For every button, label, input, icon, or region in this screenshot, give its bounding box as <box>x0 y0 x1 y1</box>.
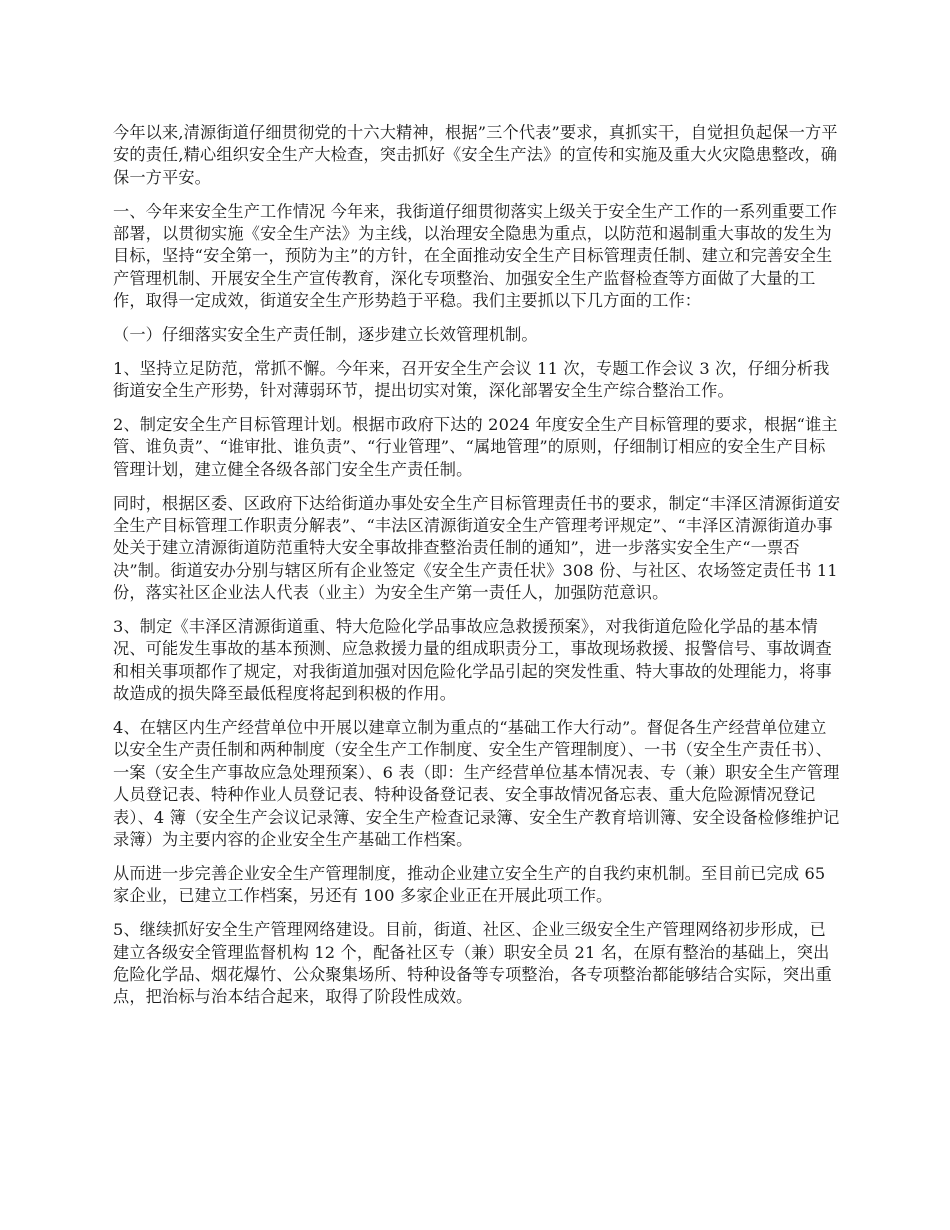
paragraph-item-3: 3、制定《丰泽区清源街道重、特大危险化学品事故应急救援预案》，对我街道危险化学品的基本情况、可能发生事故的基本预测、应急救援力量的组成职责分工，事故现场救援、报警信号、事故调查和相关事项都作了规定，对我街道加强对因危险化学品引起的突发性重、特大事故的处理能力，将事故造成的损失降至最低程度将起到积极的作用。 <box>113 617 832 704</box>
paragraph-item-1: 1、坚持立足防范，常抓不懈。今年来，召开安全生产会议 11 次，专题工作会议 3 次，仔细分析我街道安全生产形势，针对薄弱环节，提出切实对策，深化部署安全生产综合整治工作。 <box>113 358 830 401</box>
document-body <box>113 122 841 1020</box>
paragraph-intro: 今年以来,清源街道仔细贯彻党的十六大精神，根据”三个代表”要求，真抓实干，自觉担负起保一方平安的责任,精心组织安全生产大检查，突击抓好《安全生产法》的宣传和实施及重大火灾隐患整改，确保一方平安。 <box>113 123 838 187</box>
paragraph-item-4-continued: 从而进一步完善企业安全生产管理制度，推动企业建立安全生产的自我约束机制。至目前已完成 65 家企业，已建立工作档案，另还有 100 多家企业正在开展此项工作。 <box>113 863 826 906</box>
paragraph-item-2: 2、制定安全生产目标管理计划。根据市政府下达的 2024 年度安全生产目标管理的要求，根据“谁主管、谁负责”、“谁审批、谁负责”、“行业管理”、“属地管理”的原则，仔细制订相应的安全生产目标管理计划，建立健全各级各部门安全生产责任制。 <box>113 415 838 479</box>
paragraph-section-one: 一、今年来安全生产工作情况 今年来，我街道仔细贯彻落实上级关于安全生产工作的一系列重要工作部署，以贯彻实施《安全生产法》为主线，以治理安全隐患为重点，以防范和遏制重大事故的发生为目标，坚持“安全第一，预防为主”的方针，在全面推动安全生产目标管理责任制、建立和完善安全生产管理机制、开展安全生产宣传教育，深化专项整治、加强安全生产监督检查等方面做了大量的工作，取得一定成效，街道安全生产形势趋于平稳。我们主要抓以下几方面的工作： <box>113 201 838 311</box>
paragraph-item-5: 5、继续抓好安全生产管理网络建设。目前，街道、社区、企业三级安全生产管理网络初步形成，已建立各级安全管理监督机构 12 个，配备社区专（兼）职安全员 21 名，在原有整治的基础上，突出危险化学品、烟花爆竹、公众聚集场所、特种设备等专项整治，各专项整治都能够结合实际，突出重点，把治标与治本结合起来，取得了阶段性成效。 <box>113 920 832 1007</box>
paragraph-item-4: 4、在辖区内生产经营单位中开展以建章立制为重点的“基础工作大行动”。督促各生产经营单位建立以安全生产责任制和两种制度（安全生产工作制度、安全生产管理制度）、一书（安全生产责任书）、一案（安全生产事故应急处理预案）、6 表（即：生产经营单位基本情况表、专（兼）职安全生产管理人员登记表、特种作业人员登记表、特种设备登记表、安全事故情况备忘表、重大危险源情况登记表）、4 簿（安全生产会议记录簿、安全生产检查记录簿、安全生产教育培训簿、安全设备检修维护记录簿）为主要内容的企业安全生产基础工作档案。 <box>113 718 840 850</box>
paragraph-subheading-one: （一）仔细落实安全生产责任制，逐步建立长效管理机制。 <box>113 325 538 345</box>
paragraph-item-2-continued: 同时，根据区委、区政府下达给街道办事处安全生产目标管理责任书的要求，制定“丰泽区清源街道安全生产目标管理工作职责分解表”、“丰法区清源街道安全生产管理考评规定”、“丰泽区清源街道办事处关于建立清源街道防范重特大安全事故排查整治责任制的通知”，进一步落实安全生产“一票否决”制。街道安办分别与辖区所有企业签定《安全生产责任状》308 份、与社区、农场签定责任书 11 份，落实社区企业法人代表（业主）为安全生产第一责任人，加强防范意识。 <box>113 493 841 603</box>
